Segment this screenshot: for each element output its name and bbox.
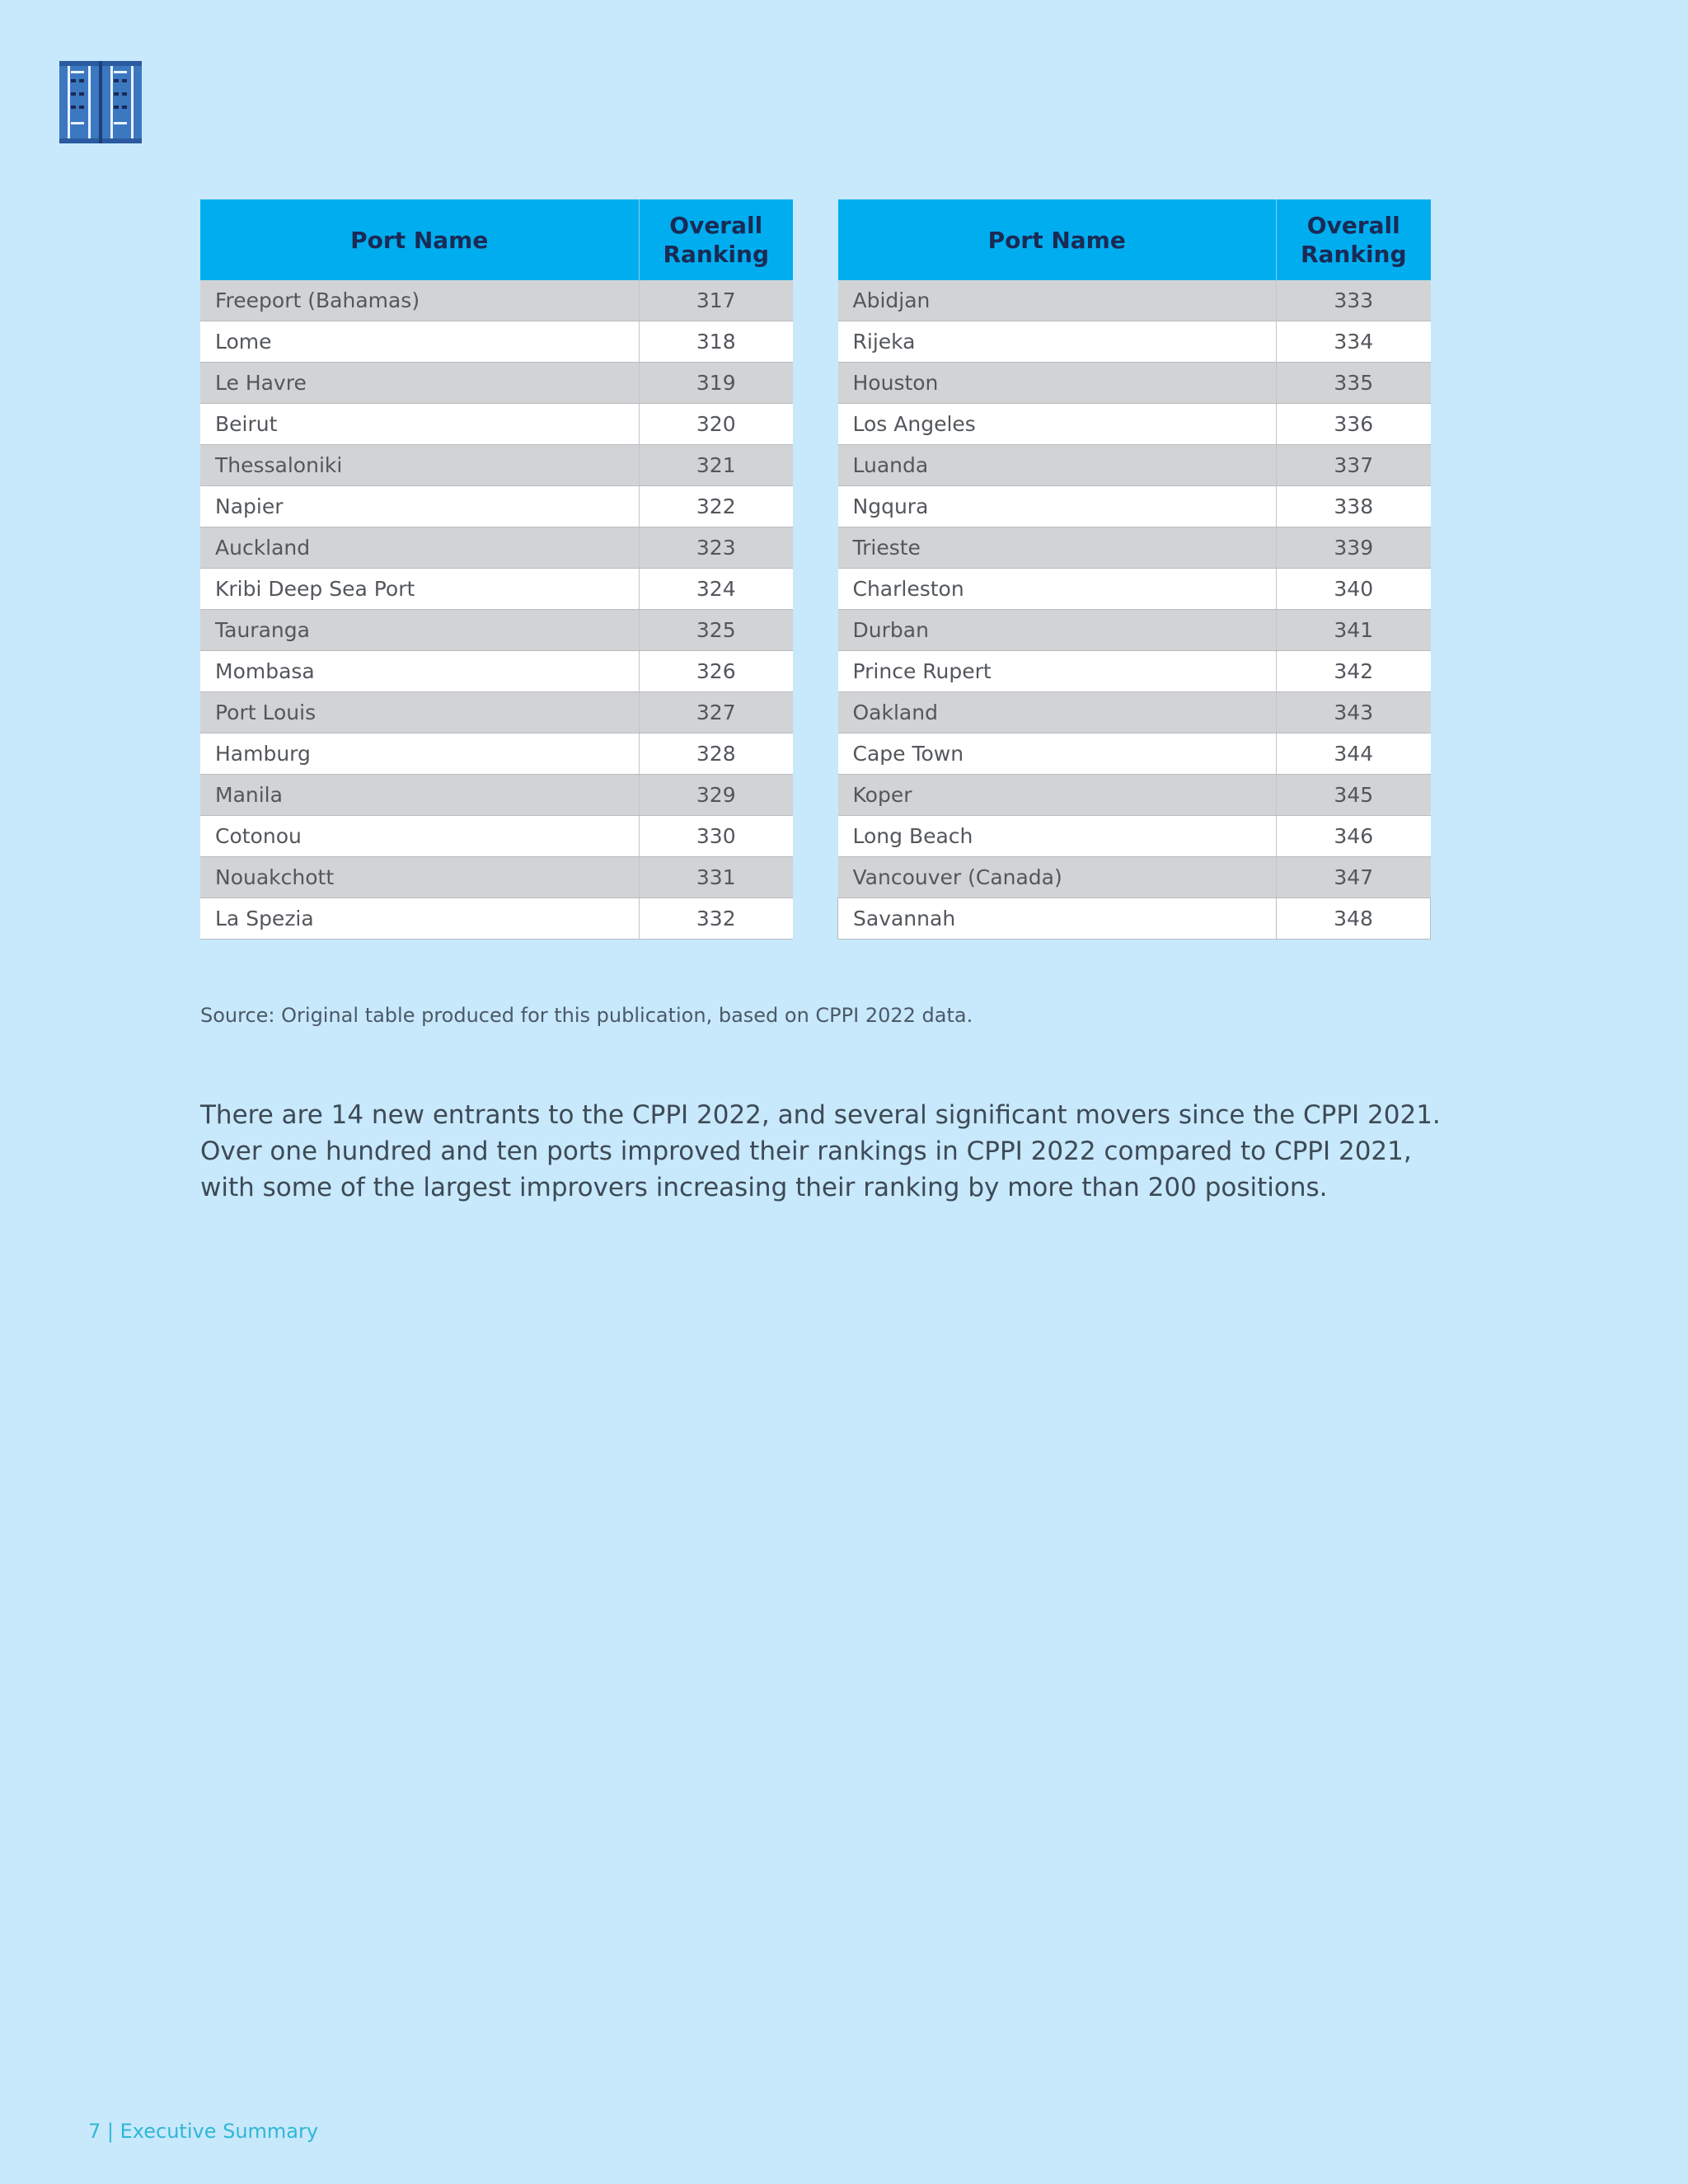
port-name-cell: Trieste <box>838 527 1277 569</box>
ranking-cell: 338 <box>1277 486 1431 527</box>
table-row <box>838 404 1431 445</box>
table-row <box>838 321 1431 363</box>
ranking-cell: 320 <box>639 404 793 445</box>
port-name-cell: Vancouver (Canada) <box>838 857 1277 898</box>
ranking-cell: 347 <box>1277 857 1431 898</box>
table-row <box>838 816 1431 857</box>
table-row <box>838 445 1431 486</box>
table-row <box>200 816 793 857</box>
port-name-cell: Manila <box>200 775 639 816</box>
ranking-header-line-2: Ranking <box>1300 241 1407 268</box>
table-row <box>200 280 793 321</box>
table-row <box>838 898 1431 940</box>
port-name-cell: Port Louis <box>200 692 639 733</box>
ranking-cell: 333 <box>1277 280 1431 321</box>
ranking-cell: 343 <box>1277 692 1431 733</box>
shipping-container-icon <box>59 61 142 143</box>
ranking-cell: 342 <box>1277 651 1431 692</box>
column-header-overall-ranking <box>639 199 793 280</box>
table-row <box>838 775 1431 816</box>
table-row <box>200 569 793 610</box>
port-name-cell: Ngqura <box>838 486 1277 527</box>
port-name-cell: Houston <box>838 363 1277 404</box>
table-row <box>200 610 793 651</box>
ranking-cell: 323 <box>639 527 793 569</box>
ranking-cell: 319 <box>639 363 793 404</box>
port-name-cell: Hamburg <box>200 733 639 775</box>
ranking-cell: 321 <box>639 445 793 486</box>
port-ranking-table-left <box>200 199 793 940</box>
ranking-cell: 335 <box>1277 363 1431 404</box>
ranking-cell: 340 <box>1277 569 1431 610</box>
ranking-cell: 330 <box>639 816 793 857</box>
port-name-cell: Thessaloniki <box>200 445 639 486</box>
table-row <box>838 486 1431 527</box>
ranking-cell: 331 <box>639 857 793 898</box>
table-row <box>838 280 1431 321</box>
ranking-cell: 324 <box>639 569 793 610</box>
table-row <box>838 733 1431 775</box>
column-header-port-name: Port Name <box>200 199 639 280</box>
ranking-cell: 334 <box>1277 321 1431 363</box>
table-row <box>200 775 793 816</box>
table-row <box>200 733 793 775</box>
ranking-cell: 345 <box>1277 775 1431 816</box>
body-paragraph: There are 14 new entrants to the CPPI 2022, and several significant movers since the CPPI 2021. Over one hundred and ten ports improved their rankings in CPPI 2022 compared to CPPI 2021, with some of the largest improvers increasing their ranking by more than 200 positions. <box>200 1100 1441 1202</box>
port-name-cell: Koper <box>838 775 1277 816</box>
table-row <box>200 651 793 692</box>
port-name-cell: Luanda <box>838 445 1277 486</box>
ranking-cell: 329 <box>639 775 793 816</box>
table-row <box>200 404 793 445</box>
port-name-cell: La Spezia <box>200 898 639 940</box>
ranking-cell: 326 <box>639 651 793 692</box>
table-row <box>838 569 1431 610</box>
port-name-cell: Le Havre <box>200 363 639 404</box>
port-name-cell: Rijeka <box>838 321 1277 363</box>
table-row <box>200 857 793 898</box>
table-header-row <box>838 199 1431 280</box>
ranking-cell: 325 <box>639 610 793 651</box>
port-name-cell: Oakland <box>838 692 1277 733</box>
table-row <box>838 692 1431 733</box>
port-name-cell: Los Angeles <box>838 404 1277 445</box>
table-row <box>838 610 1431 651</box>
port-name-cell: Kribi Deep Sea Port <box>200 569 639 610</box>
port-name-cell: Cotonou <box>200 816 639 857</box>
table-row <box>200 898 793 940</box>
port-ranking-table-right <box>837 199 1431 940</box>
ranking-cell: 344 <box>1277 733 1431 775</box>
port-name-cell: Long Beach <box>838 816 1277 857</box>
ranking-cell: 327 <box>639 692 793 733</box>
port-name-cell: Auckland <box>200 527 639 569</box>
page-footer: 7 | Executive Summary <box>88 2120 319 2143</box>
table-row <box>200 321 793 363</box>
table-row <box>838 857 1431 898</box>
port-name-cell: Charleston <box>838 569 1277 610</box>
port-name-cell: Durban <box>838 610 1277 651</box>
ranking-cell: 336 <box>1277 404 1431 445</box>
ranking-cell: 341 <box>1277 610 1431 651</box>
table-row <box>838 527 1431 569</box>
port-name-cell: Tauranga <box>200 610 639 651</box>
ranking-cell: 346 <box>1277 816 1431 857</box>
table-row <box>838 651 1431 692</box>
ranking-cell: 332 <box>639 898 793 940</box>
table-row <box>200 486 793 527</box>
port-name-cell: Prince Rupert <box>838 651 1277 692</box>
port-name-cell: Cape Town <box>838 733 1277 775</box>
column-header-overall-ranking <box>1277 199 1431 280</box>
ranking-cell: 328 <box>639 733 793 775</box>
ranking-cell: 337 <box>1277 445 1431 486</box>
port-name-cell: Beirut <box>200 404 639 445</box>
port-name-cell: Mombasa <box>200 651 639 692</box>
table-header-row <box>200 199 793 280</box>
ranking-cell: 322 <box>639 486 793 527</box>
table-row <box>838 363 1431 404</box>
port-name-cell: Abidjan <box>838 280 1277 321</box>
column-header-port-name: Port Name <box>838 199 1277 280</box>
table-row <box>200 445 793 486</box>
ranking-cell: 318 <box>639 321 793 363</box>
table-row <box>200 363 793 404</box>
ranking-header-line-2: Ranking <box>663 241 770 268</box>
ranking-cell: 348 <box>1277 898 1431 940</box>
port-name-cell: Savannah <box>838 898 1277 940</box>
port-name-cell: Nouakchott <box>200 857 639 898</box>
table-source-note: Source: Original table produced for this publication, based on CPPI 2022 data. <box>200 1004 973 1027</box>
port-name-cell: Napier <box>200 486 639 527</box>
ranking-header-line-1: Overall <box>669 212 763 239</box>
ranking-cell: 317 <box>639 280 793 321</box>
port-name-cell: Freeport (Bahamas) <box>200 280 639 321</box>
table-row <box>200 527 793 569</box>
ranking-cell: 339 <box>1277 527 1431 569</box>
table-row <box>200 692 793 733</box>
ranking-header-line-1: Overall <box>1306 212 1400 239</box>
port-name-cell: Lome <box>200 321 639 363</box>
